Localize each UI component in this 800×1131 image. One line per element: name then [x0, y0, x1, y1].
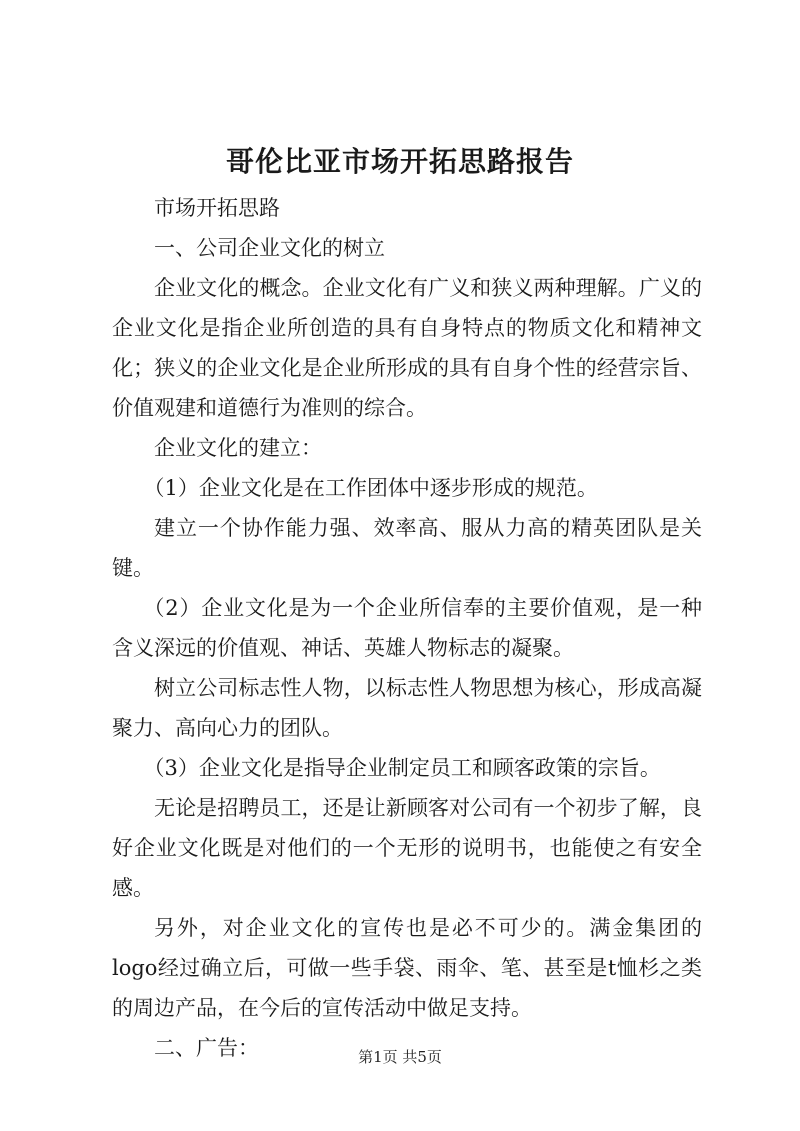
document-body [112, 188, 702, 1068]
paragraph-point-2: （2）企业文化是为一个企业所信奉的主要价值观，是一种含义深远的价值观、神话、英雄人物标志的凝聚。 [112, 596, 702, 660]
paragraph-point-3: （3）企业文化是指导企业制定员工和顾客政策的宗旨。 [143, 756, 661, 780]
document-title: 哥伦比亚市场开拓思路报告 [225, 145, 574, 178]
paragraph-heading-1: 一、公司企业文化的树立 [154, 236, 385, 260]
paragraph-promotion: 另外，对企业文化的宣传也是必不可少的。满金集团的logo经过确立后，可做一些手袋、雨伞、笔、甚至是t恤杉之类的周边产品，在今后的宣传活动中做足支持。 [112, 916, 702, 1020]
paragraph-heading-2: 二、广告： [154, 1036, 259, 1060]
paragraph-culture-establish: 企业文化的建立： [154, 436, 322, 460]
paragraph-team: 建立一个协作能力强、效率高、服从力高的精英团队是关键。 [112, 516, 702, 580]
paragraph-figure: 树立公司标志性人物，以标志性人物思想为核心，形成高凝聚力、高向心力的团队。 [112, 676, 702, 740]
paragraph-point-1: （1）企业文化是在工作团体中逐步形成的规范。 [143, 476, 598, 500]
page-footer: 第1页 共5页 [358, 1048, 442, 1066]
paragraph-section-heading: 市场开拓思路 [154, 196, 280, 220]
paragraph-culture-concept: 企业文化的概念。企业文化有广义和狭义两种理解。广义的企业文化是指企业所创造的具有自身特点的物质文化和精神文化；狭义的企业文化是企业所形成的具有自身个性的经营宗旨、价值观建和道德行为准则的综合。 [112, 276, 702, 420]
paragraph-recruit: 无论是招聘员工，还是让新顾客对公司有一个初步了解，良好企业文化既是对他们的一个无形的说明书，也能使之有安全感。 [112, 796, 702, 900]
